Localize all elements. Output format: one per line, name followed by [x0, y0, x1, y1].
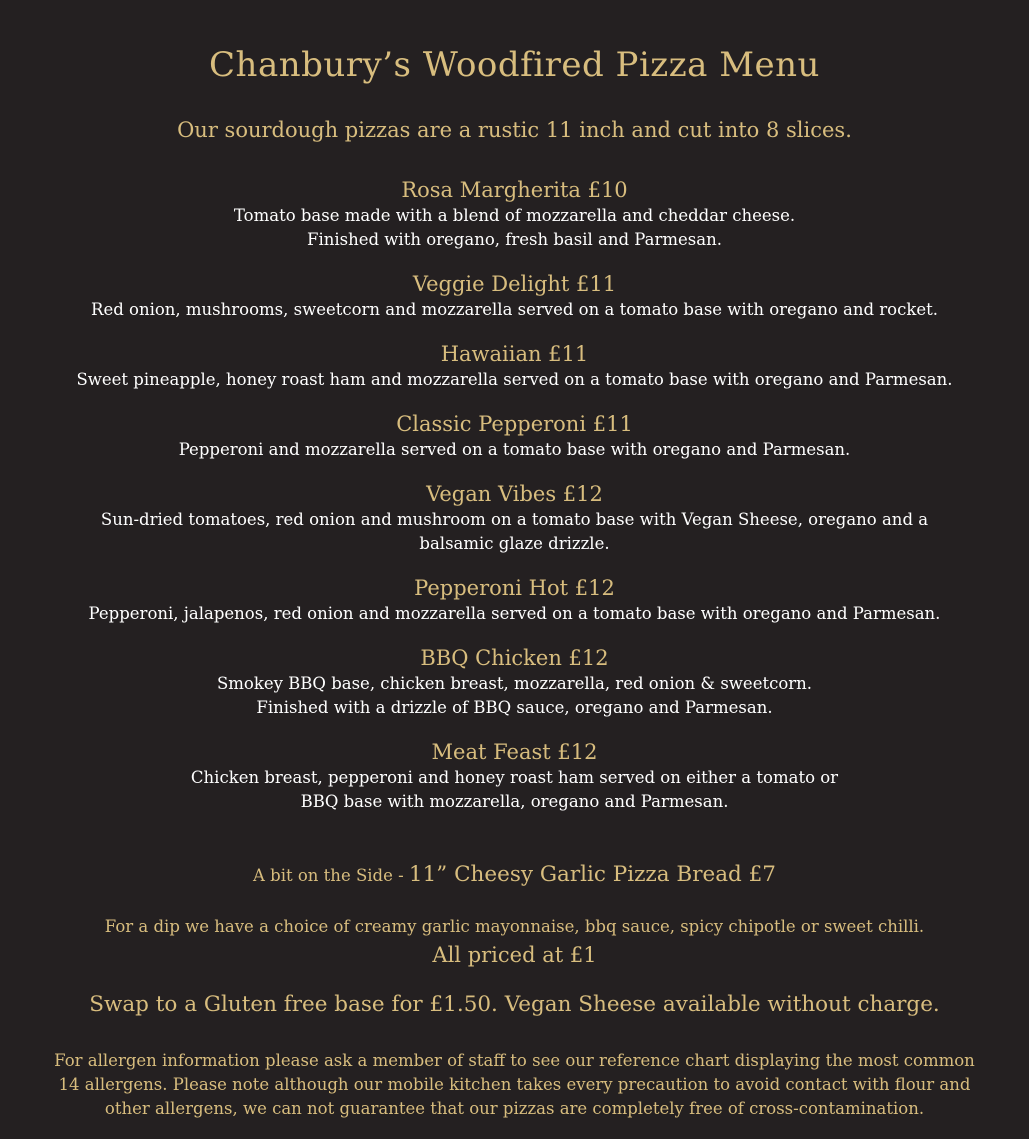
pizza-name: Rosa Margherita £10 — [401, 178, 628, 202]
side-label: A bit on the Side - — [253, 866, 409, 885]
pizza-description: Pepperoni, jalapenos, red onion and mozzarella served on a tomato base with oregano and Parmesan. — [88, 604, 941, 623]
menu-title: Chanbury’s Woodfired Pizza Menu — [209, 45, 820, 85]
gluten-free-swap-note: Swap to a Gluten free base for £1.50. Vegan Sheese available without charge. — [89, 992, 940, 1017]
dips-price: All priced at £1 — [432, 943, 597, 967]
pizza-item-bbq-chicken — [20, 644, 1009, 720]
dips-info: For a dip we have a choice of creamy garlic mayonnaise, bbq sauce, spicy chipotle or sweet chilli. — [104, 917, 925, 936]
pizza-list — [20, 176, 1009, 814]
pizza-name: Veggie Delight £11 — [412, 272, 617, 296]
pizza-description: Sweet pineapple, honey roast ham and mozzarella served on a tomato base with oregano and Parmesan. — [76, 370, 953, 389]
pizza-name: Classic Pepperoni £11 — [396, 412, 633, 436]
pizza-item-meat-feast — [20, 738, 1009, 814]
pizza-name: Meat Feast £12 — [431, 740, 598, 764]
side-section — [0, 859, 1029, 892]
pizza-name: Pepperoni Hot £12 — [414, 576, 615, 600]
pizza-description: Smokey BBQ base, chicken breast, mozzarella, red onion & sweetcorn. Finished with a drizzle of BBQ sauce, oregano and Parmesan. — [216, 674, 813, 717]
pizza-description: Pepperoni and mozzarella served on a tomato base with oregano and Parmesan. — [178, 440, 851, 459]
pizza-item-rosa-margherita — [20, 176, 1009, 252]
pizza-description: Sun-dried tomatoes, red onion and mushroom on a tomato base with Vegan Sheese, oregano and a balsamic glaze drizzle. — [100, 510, 929, 553]
side-item: 11” Cheesy Garlic Pizza Bread £7 — [408, 862, 776, 887]
pizza-name: BBQ Chicken £12 — [420, 646, 609, 670]
pizza-description: Tomato base made with a blend of mozzarella and cheddar cheese. Finished with oregano, fresh basil and Parmesan. — [233, 206, 796, 249]
pizza-description: Red onion, mushrooms, sweetcorn and mozzarella served on a tomato base with oregano and rocket. — [91, 300, 938, 319]
pizza-name: Vegan Vibes £12 — [426, 482, 603, 506]
pizza-item-hawaiian — [20, 340, 1009, 392]
pizza-item-veggie-delight — [20, 270, 1009, 322]
menu-subtitle: Our sourdough pizzas are a rustic 11 inch and cut into 8 slices. — [177, 118, 852, 142]
pizza-item-classic-pepperoni — [20, 410, 1009, 462]
allergen-notice: For allergen information please ask a member of staff to see our reference chart displaying the most common 14 allergens. Please note although our mobile kitchen takes every precaution to avoid contact with flour and other allergens, we can not guarantee that our pizzas are completely free of cross-contamination. — [54, 1051, 975, 1118]
pizza-description: Chicken breast, pepperoni and honey roast ham served on either a tomato or BBQ base with mozzarella, oregano and Parmesan. — [190, 768, 839, 811]
pizza-item-vegan-vibes — [20, 480, 1009, 556]
pizza-name: Hawaiian £11 — [440, 342, 589, 366]
pizza-item-pepperoni-hot — [20, 574, 1009, 626]
